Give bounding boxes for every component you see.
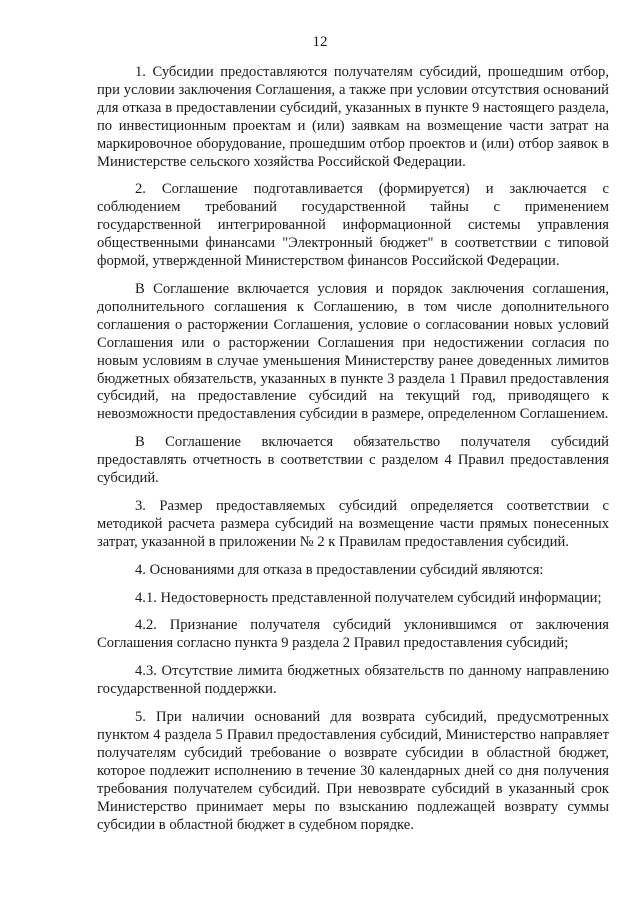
paragraph-refusal-4-1: 4.1. Недостоверность представленной получателем субсидий информации; <box>135 589 602 606</box>
paragraph-agreement-preparation: 2. Соглашение подготавливается (формируется) и заключается с соблюдением требований государственной тайны с применением государственной интегрированной информационной системы управления общественными финансами "Электронный бюджет" в соответствии с типовой формой, утвержденной Министерством финансов Российской Федерации. <box>97 181 609 270</box>
paragraph-refusal-4-2: 4.2. Признание получателя субсидий уклонившимся от заключения Соглашения согласно пункта 9 раздела 2 Правил предоставления субсидий; <box>97 617 609 652</box>
paragraph-refusal-grounds: 4. Основаниями для отказа в предоставлении субсидий являются: <box>135 561 544 578</box>
paragraph-subsidy-return: 5. При наличии оснований для возврата субсидий, предусмотренных пунктом 4 раздела 5 Правил предоставления субсидий, Министерство направляет получателям субсидий требование о возврате субсидии в областной бюджет, которое подлежит исполнению в течение 30 календарных дней со дня получения требования получателем субсидий. При невозврате субсидий в указанный срок Министерство принимает меры по взысканию подлежащей возврату суммы субсидии в областной бюджет в судебном порядке. <box>97 709 609 833</box>
paragraph-refusal-4-3: 4.3. Отсутствие лимита бюджетных обязательств по данному направлению государственной поддержки. <box>97 663 609 698</box>
paragraph-subsidy-conditions: 1. Субсидии предоставляются получателям субсидий, прошедшим отбор, при условии заключения Соглашения, а также при условии отсутствия оснований для отказа в предоставлении субсидий, указанных в пункте 9 настоящего раздела, по инвестиционным проектам и (или) заявкам на возмещение части затрат на маркировочное оборудование, прошедшим отбор проектов и (или) отбор заявок в Министерстве сельского хозяйства Российской Федерации. <box>97 64 609 170</box>
paragraph-agreement-terms: В Соглашение включается условия и порядок заключения соглашения, дополнительного соглашения к Соглашению, в том числе дополнительного соглашения о расторжении Соглашения, условие о согласовании новых условий Соглашения или о расторжении Соглашения при недостижении согласия по новым условиям в случае уменьшения Министерству ранее доведенных лимитов бюджетных обязательств, указанных в пункте 3 раздела 1 Правил предоставления субсидий, на предоставление субсидий на текущий год, приводящего к невозможности предоставления субсидии в размере, определенном Соглашением. <box>97 280 609 423</box>
document-body <box>97 64 609 844</box>
paragraph-reporting-obligation: В Соглашение включается обязательство получателя субсидий предоставлять отчетность в соответствии с разделом 4 Правил предоставления субсидий. <box>97 434 609 487</box>
page-number: 12 <box>312 34 328 50</box>
paragraph-subsidy-size: 3. Размер предоставляемых субсидий определяется соответствии с методикой расчета размера субсидий на возмещение части прямых понесенных затрат, указанной в приложении № 2 к Правилам предоставления субсидий. <box>97 497 609 550</box>
